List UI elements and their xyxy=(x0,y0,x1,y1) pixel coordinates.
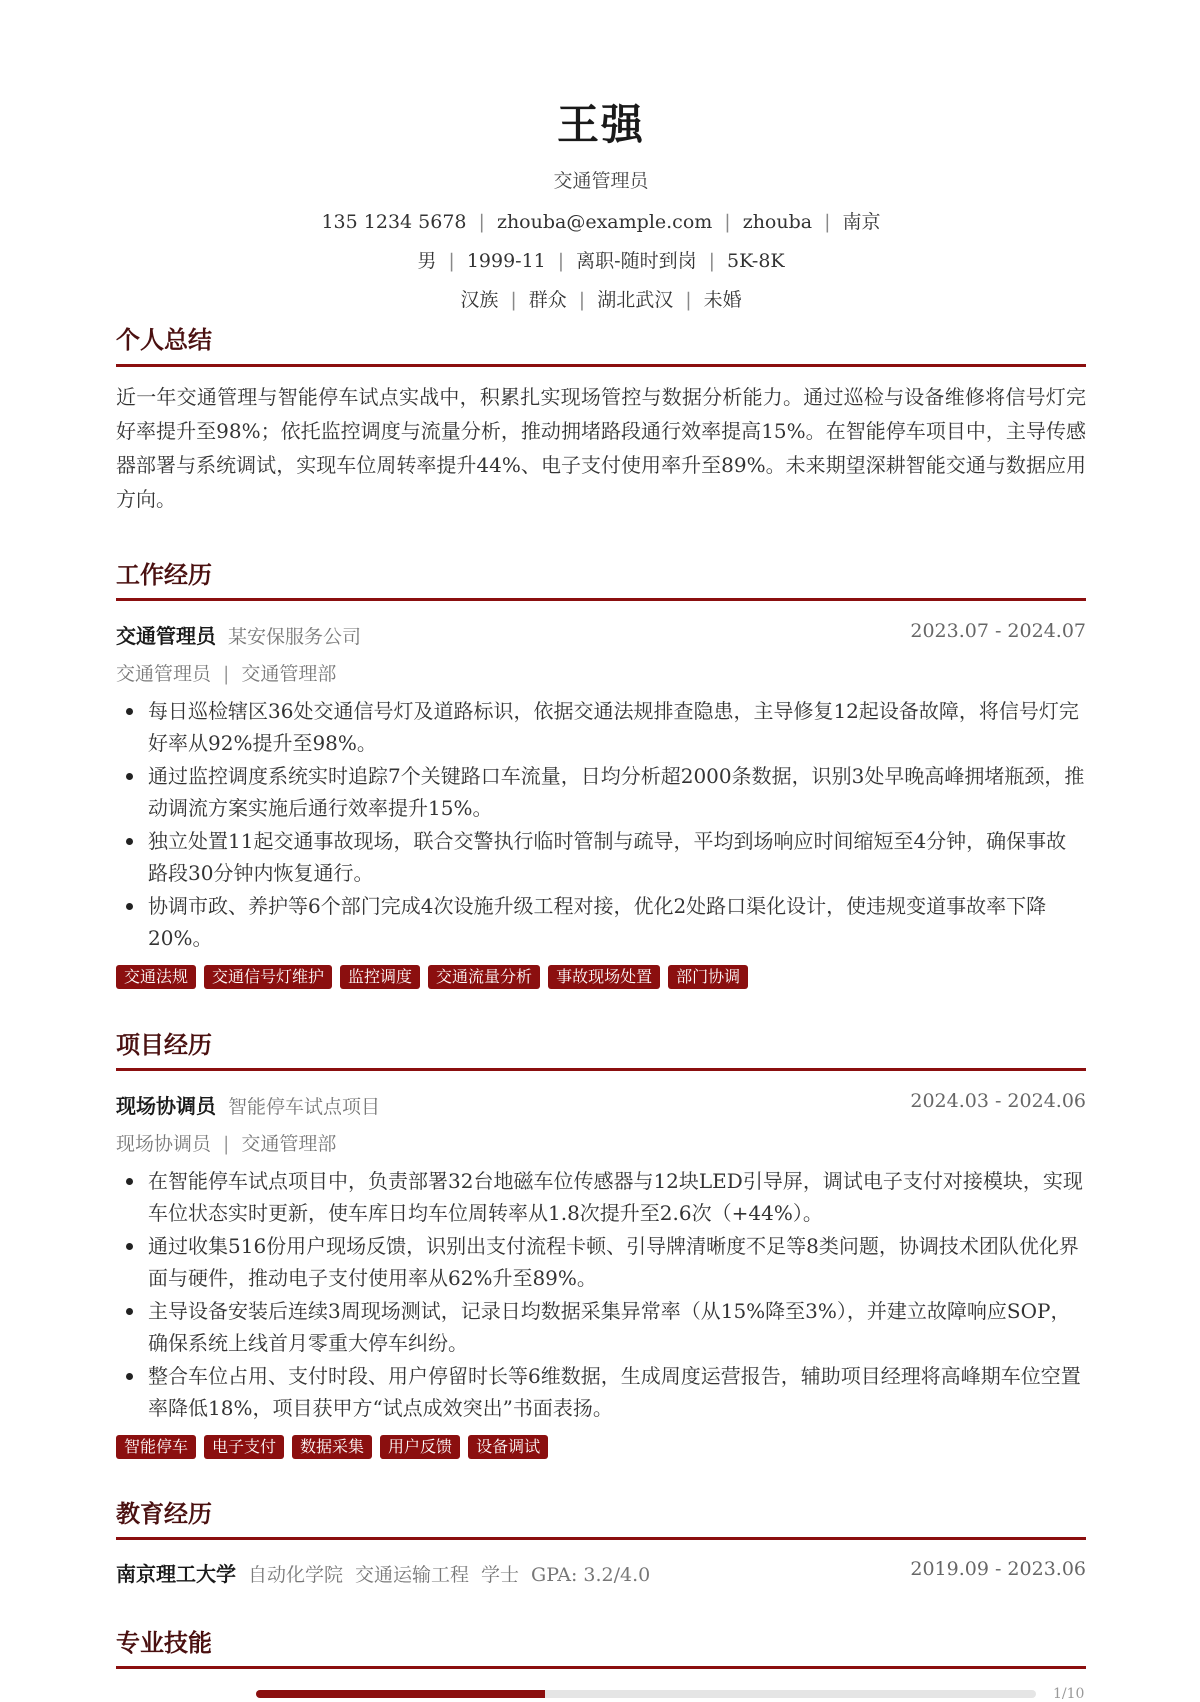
work-date: 2023.07 - 2024.07 xyxy=(910,620,1086,642)
project-date: 2024.03 - 2024.06 xyxy=(910,1090,1086,1112)
separator: | xyxy=(478,211,485,233)
wechat: zhouba xyxy=(742,211,813,233)
skill-tag: 交通信号灯维护 xyxy=(204,965,332,989)
separator: | xyxy=(685,289,692,311)
page-indicator: 1/10 xyxy=(1053,1686,1085,1702)
candidate-title: 交通管理员 xyxy=(553,170,649,192)
list-item: 在智能停车试点项目中，负责部署32台地磁车位传感器与12块LED引导屏，调试电子支付对接模块，实现车位状态实时更新，使车库日均车位周转率从1.8次提升至2.6次（+44%）。 xyxy=(116,1165,1086,1229)
work-bullets xyxy=(116,695,1086,955)
work-position: 交通管理员 xyxy=(116,663,212,685)
hometown: 湖北武汉 xyxy=(597,289,674,311)
gender: 男 xyxy=(417,250,437,272)
marital-status: 未婚 xyxy=(703,289,742,311)
list-item: 通过收集516份用户现场反馈，识别出支付流程卡顿、引导牌清晰度不足等8类问题，协调技术团队优化界面与硬件，推动电子支付使用率从62%升至89%。 xyxy=(116,1230,1086,1294)
skill-tag: 事故现场处置 xyxy=(548,965,660,989)
education-entry xyxy=(116,1558,1086,1587)
skill-tag: 智能停车 xyxy=(116,1435,196,1459)
separator: | xyxy=(724,211,731,233)
separator: | xyxy=(824,211,831,233)
skills-heading: 专业技能 xyxy=(116,1628,212,1657)
phone: 135 1234 5678 xyxy=(321,211,467,233)
political-status: 群众 xyxy=(528,289,567,311)
work-role: 交通管理员 xyxy=(116,624,216,648)
list-item: 通过监控调度系统实时追踪7个关键路口车流量，日均分析超2000条数据，识别3处早晚高峰拥堵瓶颈，推动调流方案实施后通行效率提升15%。 xyxy=(116,760,1086,824)
email: zhouba@example.com xyxy=(496,211,713,233)
section-divider xyxy=(116,1537,1086,1540)
section-divider xyxy=(116,1068,1086,1071)
basic-info-row xyxy=(116,246,1086,273)
section-divider xyxy=(116,598,1086,601)
work-company: 某安保服务公司 xyxy=(228,626,362,648)
skill-tag: 部门协调 xyxy=(668,965,748,989)
work-department: 交通管理部 xyxy=(241,663,337,685)
project-name: 智能停车试点项目 xyxy=(228,1096,381,1118)
salary: 5K-8K xyxy=(727,250,785,272)
skill-tag: 设备调试 xyxy=(468,1435,548,1459)
contact-row xyxy=(116,207,1086,234)
college: 自动化学院 xyxy=(248,1564,344,1586)
availability: 离职-随时到岗 xyxy=(576,250,697,272)
skill-tag: 用户反馈 xyxy=(380,1435,460,1459)
personal-info-row xyxy=(116,285,1086,312)
summary-text: 近一年交通管理与智能停车试点实战中，积累扎实现场管控与数据分析能力。通过巡检与设备维修将信号灯完好率提升至98%；依托监控调度与流量分析，推动拥堵路段通行效率提高15%。在智能停车项目中，主导传感器部署与系统调试，实现车位周转率提升44%、电子支付使用率升至89%。未来期望深耕智能交通与数据应用方向。 xyxy=(116,385,1086,511)
skill-tag: 交通法规 xyxy=(116,965,196,989)
project-position: 现场协调员 xyxy=(116,1133,212,1155)
education-heading: 教育经历 xyxy=(116,1499,212,1528)
school-name: 南京理工大学 xyxy=(116,1562,236,1586)
candidate-name: 王强 xyxy=(556,100,645,149)
separator: | xyxy=(223,1133,230,1155)
city: 南京 xyxy=(842,211,881,233)
list-item: 协调市政、养护等6个部门完成4次设施升级工程对接，优化2处路口渠化设计，使违规变道事故率下降20%。 xyxy=(116,890,1086,954)
education-date: 2019.09 - 2023.06 xyxy=(910,1558,1086,1580)
major: 交通运输工程 xyxy=(355,1564,470,1586)
gpa: GPA: 3.2/4.0 xyxy=(531,1564,651,1586)
project-entry-sub xyxy=(116,1129,336,1156)
work-heading: 工作经历 xyxy=(116,560,212,589)
separator: | xyxy=(510,289,517,311)
project-tags xyxy=(116,1435,548,1459)
skill-tag: 数据采集 xyxy=(292,1435,372,1459)
separator: | xyxy=(448,250,455,272)
project-entry-header xyxy=(116,1090,1086,1119)
project-role: 现场协调员 xyxy=(116,1094,216,1118)
work-tags xyxy=(116,965,748,989)
list-item: 独立处置11起交通事故现场，联合交警执行临时管制与疏导，平均到场响应时间缩短至4分钟，确保事故路段30分钟内恢复通行。 xyxy=(116,825,1086,889)
skill-tag: 交通流量分析 xyxy=(428,965,540,989)
project-department: 交通管理部 xyxy=(241,1133,337,1155)
ethnicity: 汉族 xyxy=(460,289,499,311)
separator: | xyxy=(708,250,715,272)
project-bullets xyxy=(116,1165,1086,1425)
project-heading: 项目经历 xyxy=(116,1030,212,1059)
list-item: 主导设备安装后连续3周现场测试，记录日均数据采集异常率（从15%降至3%），并建立故障响应SOP，确保系统上线首月零重大停车纠纷。 xyxy=(116,1295,1086,1359)
summary-heading: 个人总结 xyxy=(116,325,212,354)
list-item: 每日巡检辖区36处交通信号灯及道路标识，依据交通法规排查隐患，主导修复12起设备故障，将信号灯完好率从92%提升至98%。 xyxy=(116,695,1086,759)
skill-tag: 电子支付 xyxy=(204,1435,284,1459)
degree: 学士 xyxy=(481,1564,520,1586)
work-entry-sub xyxy=(116,659,336,686)
skill-tag: 监控调度 xyxy=(340,965,420,989)
separator: | xyxy=(223,663,230,685)
section-divider xyxy=(116,1666,1086,1669)
birth: 1999-11 xyxy=(466,250,546,272)
separator: | xyxy=(578,289,586,311)
list-item: 整合车位占用、支付时段、用户停留时长等6维数据，生成周度运营报告，辅助项目经理将高峰期车位空置率降低18%，项目获甲方“试点成效突出”书面表扬。 xyxy=(116,1360,1086,1424)
separator: | xyxy=(557,250,565,272)
work-entry-header xyxy=(116,620,1086,649)
section-divider xyxy=(116,364,1086,367)
